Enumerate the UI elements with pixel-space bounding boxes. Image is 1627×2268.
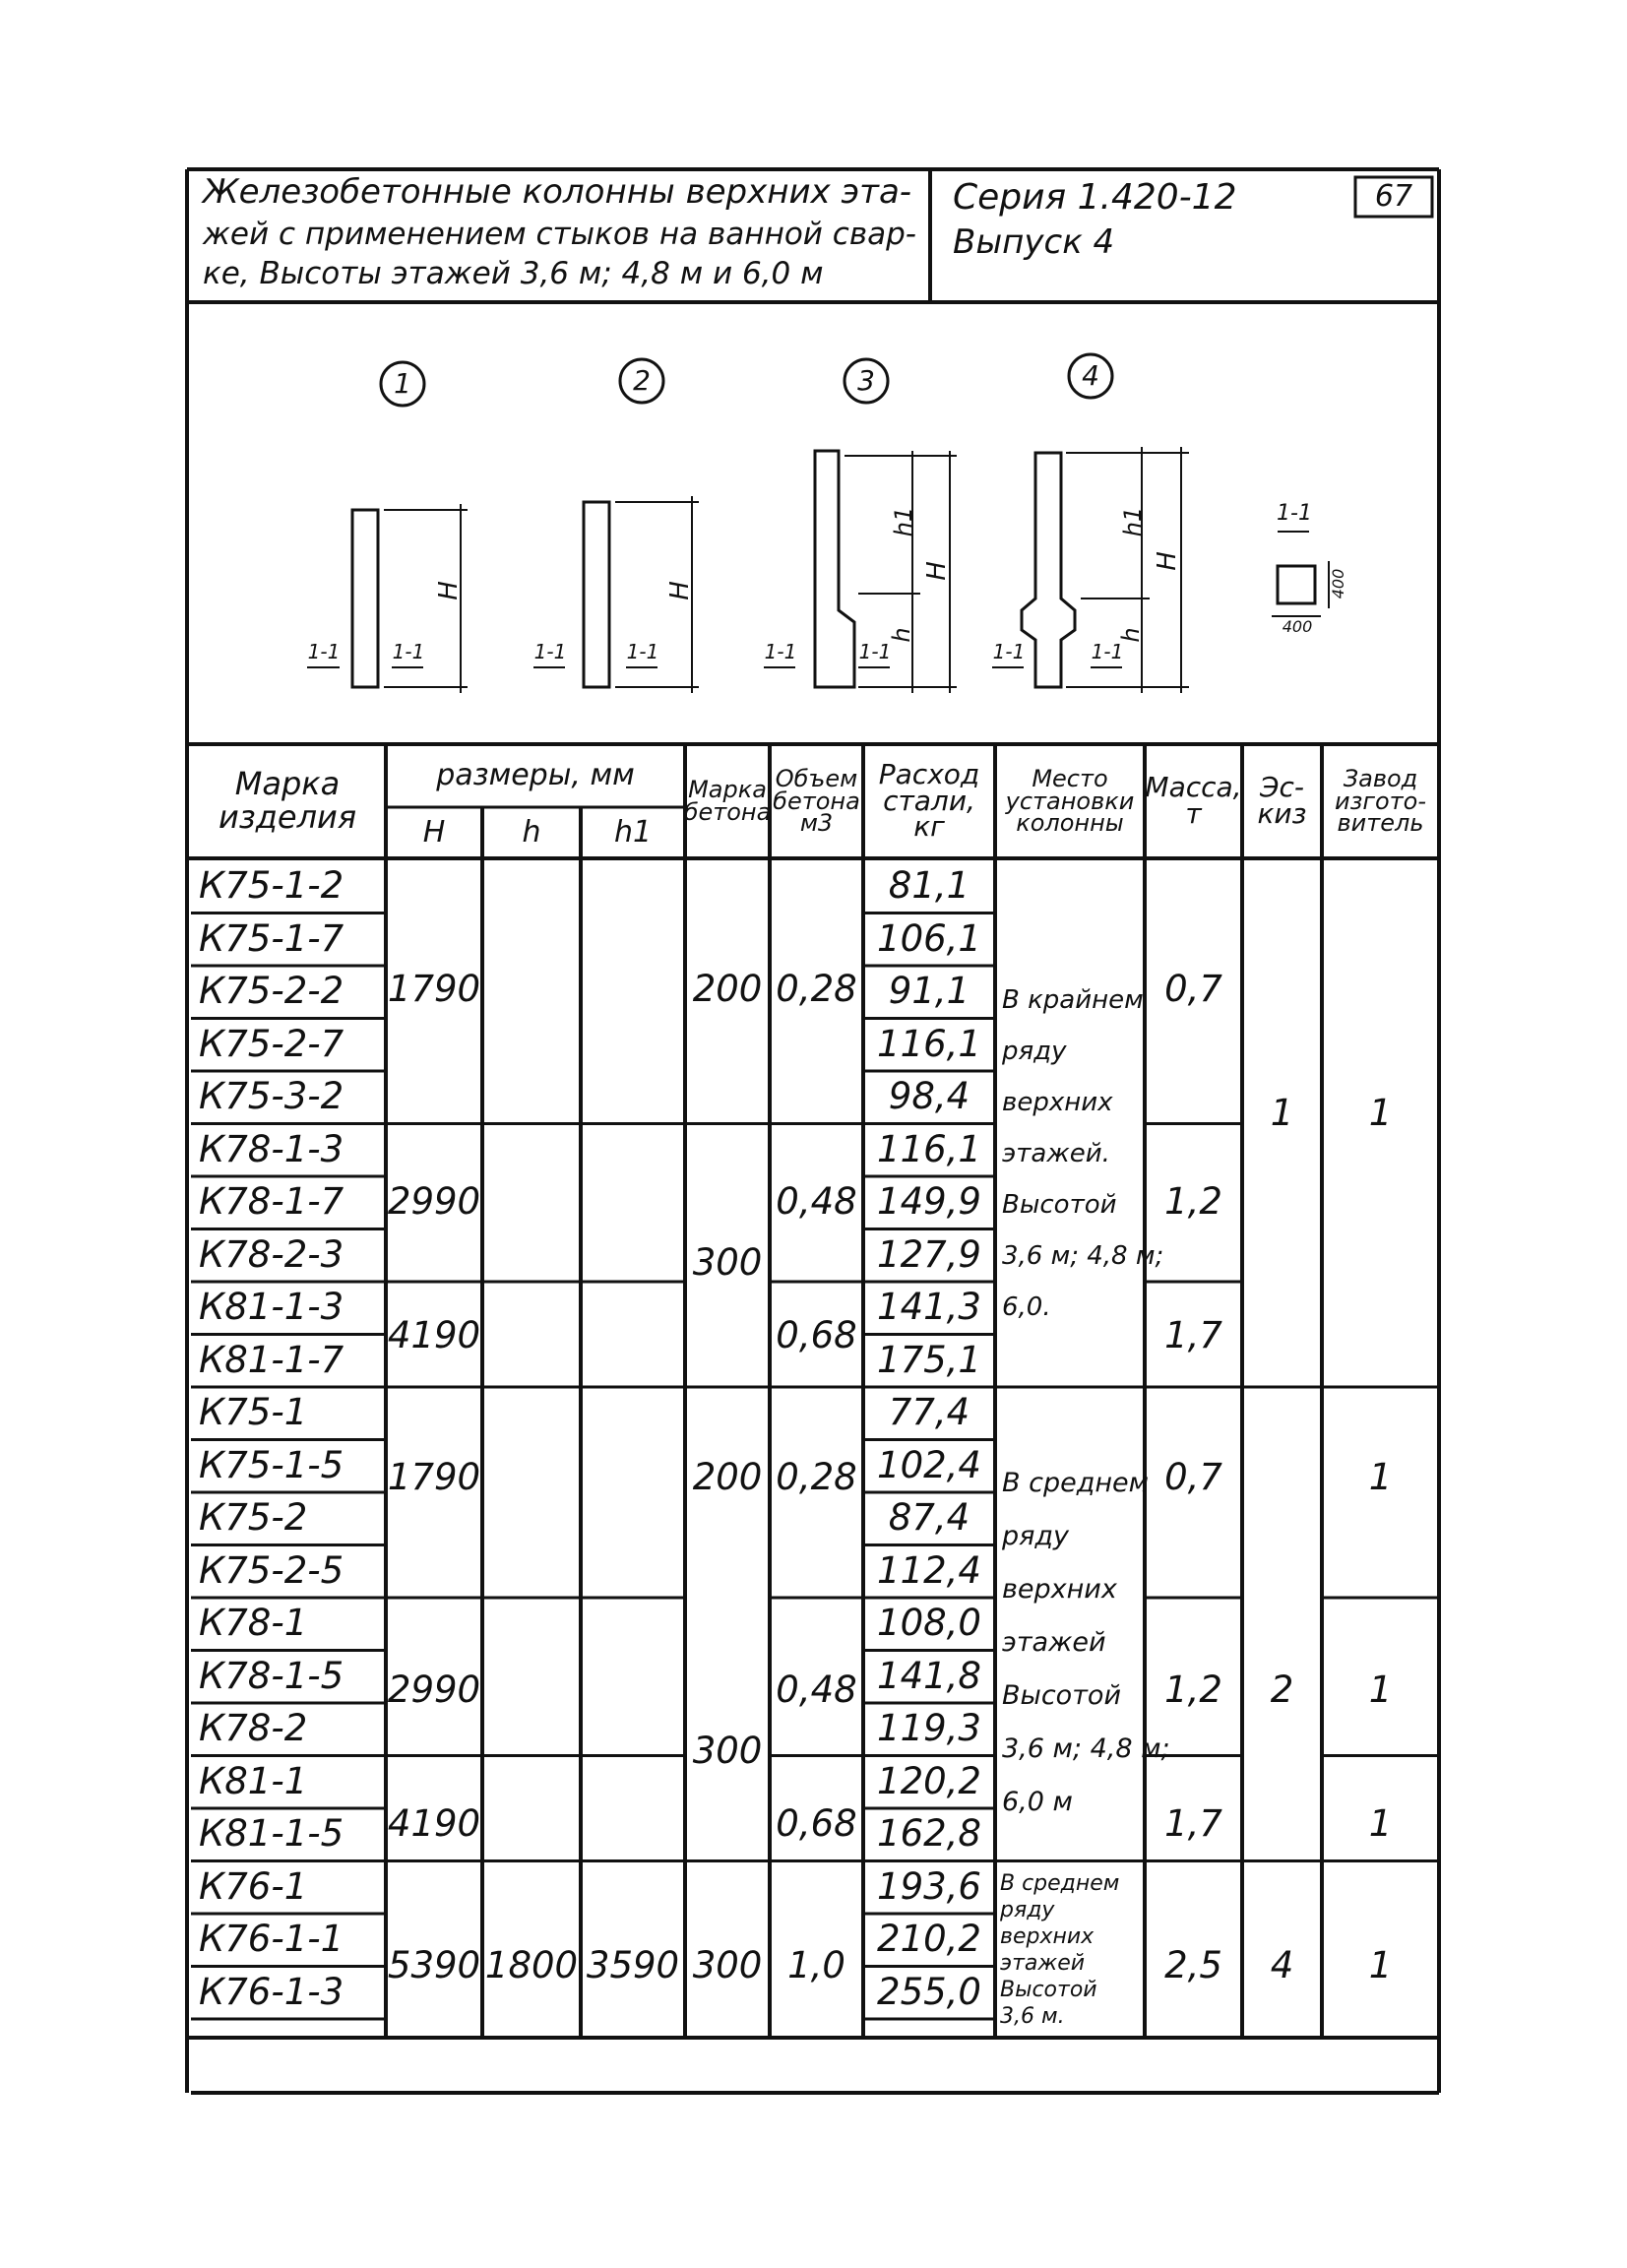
mark-cell: К81-1-7 <box>199 1338 344 1381</box>
mark-cell: К75-1-7 <box>199 916 344 960</box>
place-line: 3,6 м; 4,8 м; <box>1002 1241 1164 1271</box>
mass-value: 1,7 <box>1164 1313 1222 1356</box>
volume-value: 1,0 <box>787 1943 845 1986</box>
mark-cell: К75-2 <box>199 1496 308 1540</box>
steel-cell: 116,1 <box>877 1127 981 1170</box>
place-line: 6,0 м <box>1002 1787 1073 1817</box>
steel-cell: 175,1 <box>877 1338 981 1381</box>
place-line: 3,6 м; 4,8 м; <box>1002 1733 1170 1764</box>
plant-value: 1 <box>1368 1943 1393 1986</box>
mark-cell: К78-1-7 <box>199 1180 344 1224</box>
steel-cell: 193,6 <box>877 1864 981 1908</box>
H-value: 5390 <box>387 1943 481 1986</box>
place-note-3 <box>1000 1870 1144 2030</box>
sketch-value: 4 <box>1270 1943 1294 1986</box>
volume-value: 0,48 <box>776 1668 857 1711</box>
mark-cell: К81-1-3 <box>199 1286 344 1329</box>
place-line: 6,0. <box>1002 1292 1051 1322</box>
mark-cell: К76-1-3 <box>199 1970 344 2013</box>
variant-1-label: 1 <box>394 367 411 401</box>
place-line: 3,6 м. <box>1000 2004 1065 2029</box>
dim-H-1: H <box>434 581 465 600</box>
dim-H-2: H <box>665 581 696 600</box>
mark-cell: К75-1 <box>199 1391 308 1434</box>
steel-cell: 255,0 <box>877 1970 981 2013</box>
mass-value: 1,2 <box>1164 1179 1222 1223</box>
H-value: 4190 <box>387 1801 481 1845</box>
steel-cell: 108,0 <box>877 1602 981 1645</box>
title-line-3: ке, Высоты этажей 3,6 м; 4,8 м и 6,0 м <box>203 255 824 291</box>
steel-cell: 98,4 <box>888 1075 970 1118</box>
mark-cell: К75-1-5 <box>199 1443 344 1486</box>
place-line: ряду <box>1002 1037 1067 1066</box>
mark-cell: К75-2-2 <box>199 970 344 1013</box>
title-line-1: Железобетонные колонны верхних эта- <box>203 172 912 213</box>
mark-cell: К78-2 <box>199 1707 308 1750</box>
sketch-value: 1 <box>1270 1091 1294 1134</box>
steel-cell: 210,2 <box>877 1918 981 1961</box>
mass-value: 0,7 <box>1164 967 1222 1010</box>
steel-cell: 91,1 <box>888 970 970 1013</box>
mark-cell: К81-1-5 <box>199 1812 344 1856</box>
cut-mark-4a: 1-1 <box>992 639 1026 663</box>
grade-value: 300 <box>692 1943 763 1986</box>
plant-value: 1 <box>1368 1455 1393 1498</box>
place-line: верхних <box>1002 1088 1113 1117</box>
mark-cell: К75-2-7 <box>199 1022 344 1065</box>
header-sizes: размеры, мм <box>436 758 635 793</box>
page-number: 67 <box>1374 179 1413 215</box>
steel-cell: 106,1 <box>877 916 981 960</box>
header-h1: h1 <box>613 815 653 850</box>
dim-h1-4: h1 <box>1119 506 1148 537</box>
grade-value: 200 <box>692 967 763 1010</box>
plant-value: 1 <box>1368 1091 1393 1134</box>
steel-cell: 162,8 <box>877 1812 981 1856</box>
dim-h-4: h <box>1117 627 1146 643</box>
series-label: Серия 1.420-12 <box>953 177 1237 219</box>
volume-value: 0,68 <box>776 1801 857 1845</box>
mark-cell: К75-1-2 <box>199 864 344 908</box>
dim-H-3: H <box>922 561 953 581</box>
header-concrete-volume: Объем бетона м3 <box>773 764 860 838</box>
steel-cell: 77,4 <box>888 1391 970 1434</box>
grade-value: 300 <box>692 1729 763 1772</box>
section-height: 400 <box>1328 568 1347 599</box>
mass-value: 2,5 <box>1164 1943 1222 1986</box>
header-steel: Расход стали, кг <box>878 758 980 844</box>
steel-cell: 102,4 <box>877 1443 981 1486</box>
H-value: 2990 <box>387 1668 481 1711</box>
place-line: Высотой <box>1002 1190 1117 1220</box>
cut-mark-3b: 1-1 <box>858 639 892 663</box>
dim-H-4: H <box>1153 551 1183 571</box>
title-line-2: жей с применением стыков на ванной свар- <box>203 216 916 252</box>
mark-cell: К75-3-2 <box>199 1075 344 1118</box>
steel-cell: 112,4 <box>877 1548 981 1592</box>
volume-value: 0,48 <box>776 1179 857 1223</box>
mark-cell: К78-1 <box>199 1602 308 1645</box>
cut-mark-4b: 1-1 <box>1091 639 1124 663</box>
cut-mark-3a: 1-1 <box>764 639 797 663</box>
mark-cell: К76-1 <box>199 1864 308 1908</box>
section-width: 400 <box>1282 616 1313 636</box>
steel-cell: 81,1 <box>888 864 970 908</box>
place-line: Высотой <box>1000 1978 1097 2002</box>
cut-mark-1b: 1-1 <box>392 639 425 663</box>
variant-2-label: 2 <box>633 364 651 398</box>
header-sketch: Эс-киз <box>1257 771 1307 830</box>
cut-mark-1a: 1-1 <box>307 639 341 663</box>
steel-cell: 119,3 <box>877 1707 981 1750</box>
place-line: этажей. <box>1002 1139 1110 1168</box>
place-line: В среднем <box>1000 1871 1120 1896</box>
issue-label: Выпуск 4 <box>953 222 1115 263</box>
place-line: верхних <box>1002 1574 1117 1605</box>
mark-cell: К76-1-1 <box>199 1918 344 1961</box>
steel-cell: 120,2 <box>877 1759 981 1802</box>
place-line: этажей <box>1000 1951 1086 1976</box>
mark-cell: К78-1-5 <box>199 1654 344 1697</box>
dim-h-3: h <box>888 627 916 643</box>
grade-value: 200 <box>692 1455 763 1498</box>
mass-value: 1,7 <box>1164 1801 1222 1845</box>
volume-value: 0,28 <box>776 1455 857 1498</box>
h-value: 1800 <box>484 1943 579 1986</box>
mark-cell: К78-1-3 <box>199 1127 344 1170</box>
cut-mark-2a: 1-1 <box>533 639 567 663</box>
steel-cell: 87,4 <box>888 1496 970 1540</box>
plant-value: 1 <box>1368 1801 1393 1845</box>
header-plant: Завод изгото-витель <box>1335 764 1426 838</box>
header-H: H <box>422 815 446 850</box>
dim-h1-3: h1 <box>890 506 918 537</box>
place-line: В среднем <box>1002 1468 1150 1498</box>
volume-value: 0,68 <box>776 1313 857 1356</box>
H-value: 4190 <box>387 1313 481 1356</box>
place-line: ряду <box>1002 1521 1070 1551</box>
header-mark: Марка изделия <box>218 765 357 836</box>
mark-cell: К78-2-3 <box>199 1232 344 1276</box>
header-h: h <box>522 815 541 850</box>
H-value: 2990 <box>387 1179 481 1223</box>
steel-cell: 149,9 <box>877 1180 981 1224</box>
volume-value: 0,28 <box>776 967 857 1010</box>
place-line: верхних <box>1000 1924 1095 1949</box>
h1-value: 3590 <box>586 1943 680 1986</box>
mass-value: 1,2 <box>1164 1668 1222 1711</box>
sketch-value: 2 <box>1270 1668 1294 1711</box>
header-concrete-grade: Марка бетона <box>683 776 772 826</box>
grade-value: 300 <box>692 1240 763 1284</box>
place-line: Высотой <box>1002 1680 1121 1711</box>
H-value: 1790 <box>387 1455 481 1498</box>
steel-cell: 141,8 <box>877 1654 981 1697</box>
mark-cell: К75-2-5 <box>199 1548 344 1592</box>
H-value: 1790 <box>387 967 481 1010</box>
place-line: В крайнем <box>1002 985 1144 1015</box>
place-line: ряду <box>1000 1898 1055 1922</box>
section-label: 1-1 <box>1277 501 1312 527</box>
header-mass: Масса, т <box>1145 771 1242 830</box>
header-place: Место установки колонны <box>1005 764 1135 838</box>
mass-value: 0,7 <box>1164 1455 1222 1498</box>
mark-cell: К81-1 <box>199 1759 308 1802</box>
plant-value: 1 <box>1368 1668 1393 1711</box>
cut-mark-2b: 1-1 <box>626 639 659 663</box>
variant-3-label: 3 <box>857 364 875 398</box>
steel-cell: 116,1 <box>877 1022 981 1065</box>
place-note-2 <box>1002 1457 1170 1829</box>
place-line: этажей <box>1002 1627 1106 1658</box>
steel-cell: 127,9 <box>877 1232 981 1276</box>
steel-cell: 141,3 <box>877 1286 981 1329</box>
place-note-1 <box>1002 975 1164 1333</box>
variant-4-label: 4 <box>1082 359 1099 393</box>
